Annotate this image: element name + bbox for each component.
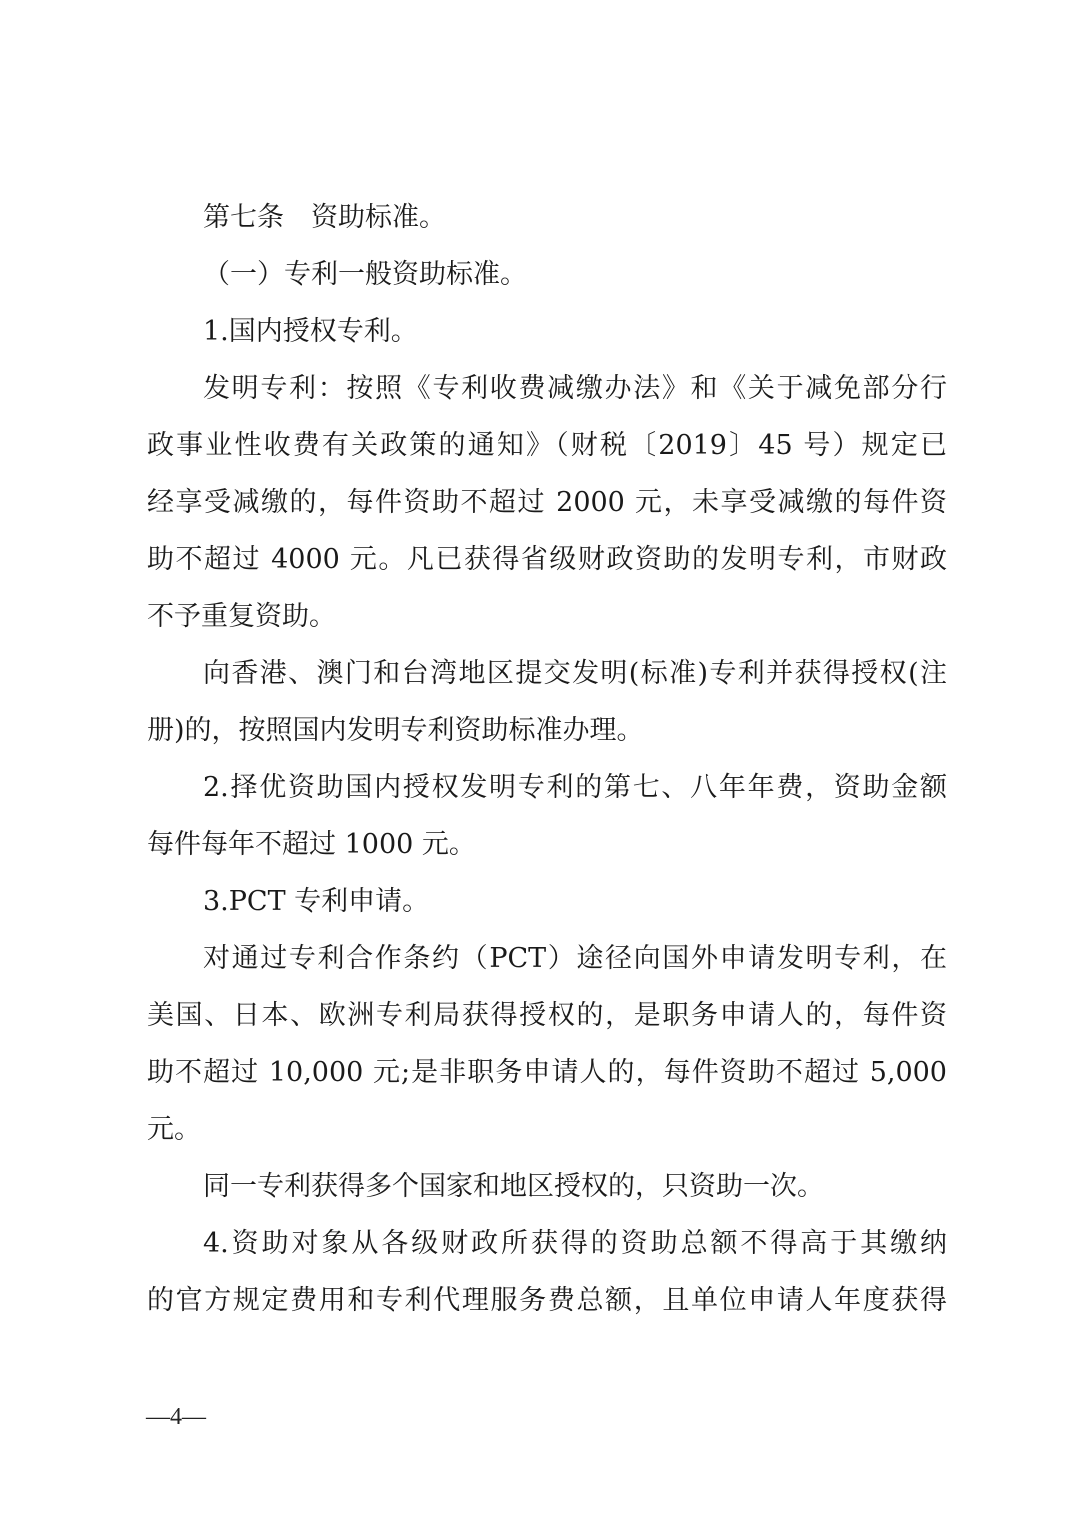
paragraph-line: 助不超过 4000 元。凡已获得省级财政资助的发明专利，市财政 <box>147 544 947 575</box>
paragraph-line: 册)的，按照国内发明专利资助标准办理。 <box>147 715 644 746</box>
paragraph-line: 同一专利获得多个国家和地区授权的，只资助一次。 <box>203 1171 824 1202</box>
paragraph-line: 经享受减缴的，每件资助不超过 2000 元，未享受减缴的每件资 <box>147 487 947 518</box>
paragraph-line: 美国、日本、欧洲专利局获得授权的，是职务申请人的，每件资 <box>147 1000 947 1031</box>
article-heading: 第七条 资助标准。 <box>203 202 446 233</box>
paragraph-line: 对通过专利合作条约（PCT）途径向国外申请发明专利，在 <box>203 943 947 974</box>
paragraph-line: 向香港、澳门和台湾地区提交发明(标准)专利并获得授权(注 <box>203 658 947 689</box>
paragraph-line: 发明专利：按照《专利收费减缴办法》和《关于减免部分行 <box>203 373 947 404</box>
paragraph-line: 4.资助对象从各级财政所获得的资助总额不得高于其缴纳 <box>203 1228 947 1259</box>
section-heading: （一）专利一般资助标准。 <box>203 259 527 290</box>
paragraph-line: 的官方规定费用和专利代理服务费总额，且单位申请人年度获得 <box>147 1285 947 1316</box>
paragraph-line: 每件每年不超过 1000 元。 <box>147 829 476 860</box>
paragraph-line: 政事业性收费有关政策的通知》（财税〔2019〕45 号）规定已 <box>147 430 947 461</box>
paragraph-line: 助不超过 10,000 元;是非职务申请人的，每件资助不超过 5,000 <box>147 1057 947 1088</box>
item-heading: 3.PCT 专利申请。 <box>203 886 430 917</box>
page-number: —4— <box>146 1404 206 1430</box>
paragraph-line: 不予重复资助。 <box>147 601 336 632</box>
item-heading: 1.国内授权专利。 <box>203 316 418 347</box>
paragraph-line: 2.择优资助国内授权发明专利的第七、八年年费，资助金额 <box>203 772 947 803</box>
document-body <box>147 196 947 1336</box>
paragraph-line: 元。 <box>147 1114 201 1145</box>
